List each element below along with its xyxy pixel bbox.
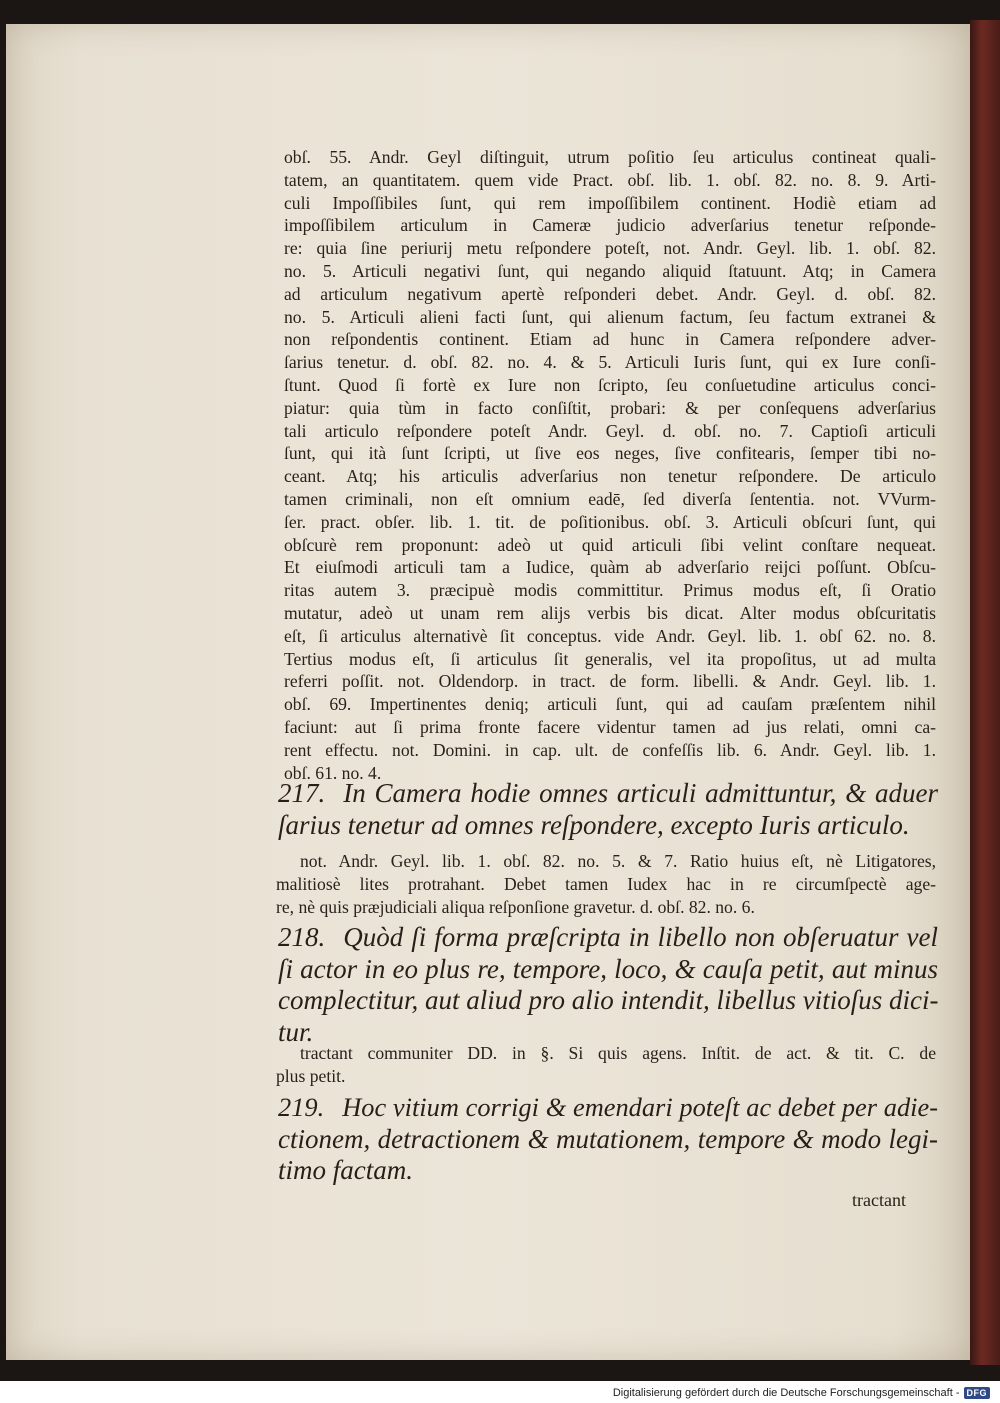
body-line: eſt, ſi articulus alternativè ſit conceptus. vide Andr. Geyl. lib. 1. obſ 62. no. 8. [284, 625, 936, 646]
section-number: 217. [278, 778, 326, 808]
body-line: ritas autem 3. præcipuè modis committitur. Primus modus eſt, ſi Oratio [284, 580, 936, 601]
note-line: not. Andr. Geyl. lib. 1. obſ. 82. no. 5. & 7. Ratio huius eſt, nè Litigatores, [300, 851, 936, 871]
body-line: Et eiuſmodi articuli tam a Iudice, quàm ab adverſario reijci poſſunt. Obſcu- [284, 557, 936, 578]
rubric-line: Hoc vitium corrigi & emendari poteſt ac debet per adie- [342, 1092, 938, 1122]
body-line: piatur: quia tùm in facto conſiſtit, probari: & per conſequens adverſarius [284, 397, 936, 418]
body-line: obſcurè rem proponunt: adeò ut quid articuli ſibi velint conſtare nequeat. [284, 534, 936, 555]
note-line: malitiosè lites protrahant. Debet tamen Iudex hac in re circumſpectè age- [276, 874, 936, 894]
body-line: tamen criminali, non eſt omnium eadē, ſed diverſa ſententia. not. VVurm- [284, 488, 936, 509]
body-line: obſ. 61. no. 4. [284, 762, 382, 783]
note-line: tractant communiter DD. in §. Si quis agens. Inſtit. de act. & tit. C. de [300, 1043, 936, 1063]
body-line: non reſpondentis continent. Etiam ad hunc in Camera reſpondere adver- [284, 329, 936, 350]
credit-text: Digitalisierung gefördert durch die Deutsche Forschungsgemeinschaft - [612, 1387, 960, 1399]
rubric-line: timo factam. [278, 1155, 413, 1185]
body-line: mutatur, adeò ut unam rem alijs verbis bis dicat. Alter modus obſcuritatis [284, 602, 936, 623]
rubric-line: In Camera hodie omnes articuli admittuntur, & aduer [343, 778, 938, 808]
rubric-line: ſi actor in eo plus re, tempore, loco, & cauſa petit, aut minus [278, 953, 938, 984]
section-217-note [276, 850, 936, 919]
body-line: ad articulum negativum apertè reſponderi debet. Andr. Geyl. d. obſ. 82. [284, 283, 936, 304]
body-line: culi Impoſſibiles ſunt, qui rem impoſſibilem continent. Hodiè etiam ad [284, 192, 936, 213]
rubric-line: ctionem, detractionem & mutationem, tempore & modo legi- [278, 1123, 938, 1154]
body-line: ſarius tenetur. d. obſ. 82. no. 4. & 5. Articuli Iuris ſunt, qui ex Iure conſi- [284, 352, 936, 373]
book-edge [970, 20, 1000, 1365]
body-line: re: quia ſine periurij metu reſpondere poteſt, not. Andr. Geyl. lib. 1. obſ. 82. [284, 238, 936, 259]
body-line: rent effectu. not. Domini. in cap. ult. de confeſſis lib. 6. Andr. Geyl. lib. 1. [284, 739, 936, 760]
rubric-line: Quòd ſi forma præſcripta in libello non obſeruatur vel [343, 922, 938, 952]
dfg-logo-icon: DFG [964, 1387, 991, 1399]
body-line: ſtunt. Quod ſi fortè ex Iure non ſcripto, ſeu conſuetudine articulus conci- [284, 374, 936, 395]
body-line: no. 5. Articuli negativi ſunt, qui negando aliquid ſtatuunt. Atq; in Camera [284, 260, 936, 281]
section-number: 218. [278, 922, 326, 952]
section-218-rubric [278, 922, 938, 1048]
section-217-rubric [278, 778, 938, 841]
body-line: obſ. 55. Andr. Geyl diſtinguit, utrum poſitio ſeu articulus contineat quali- [284, 147, 936, 167]
body-line: no. 5. Articuli alieni facti ſunt, qui alienum factum, ſeu factum extranei & [284, 306, 936, 327]
rubric-line: tur. [278, 1016, 314, 1047]
body-line: referri poſſit. not. Oldendorp. in tract. de form. libelli. & Andr. Geyl. lib. 1. [284, 671, 936, 692]
rubric-line: complectitur, aut aliud pro alio intendit, libellus vitioſus dici- [278, 985, 939, 1015]
rubric-line: ſarius tenetur ad omnes reſpondere, excepto Iuris articulo. [278, 809, 910, 840]
body-line: obſ. 69. Impertinentes deniq; articuli ſunt, qui ad cauſam præſentem nihil [284, 694, 936, 715]
body-line: Tertius modus eſt, ſi articulus ſit generalis, vel ita propoſitus, ut ad multa [284, 648, 936, 669]
body-line: ſer. pract. obſer. lib. 1. tit. de poſitionibus. obſ. 3. Articuli obſcuri ſunt, qui [284, 511, 936, 532]
digitization-credit [613, 1386, 990, 1400]
body-line: tatem, an quantitatem. quem vide Pract. obſ. lib. 1. obſ. 82. no. 8. 9. Arti- [284, 169, 936, 190]
body-line: tali articulo reſpondere poteſt Andr. Geyl. d. obſ. no. 7. Captioſi articuli [284, 420, 936, 441]
catchword: tractant [852, 1190, 906, 1210]
section-number: 219. [278, 1092, 325, 1122]
section-219-rubric [278, 1092, 938, 1187]
body-line: impoſſibilem articulum in Cameræ judicio adverſarius tenetur reſponde- [284, 215, 936, 236]
section-218-note [276, 1042, 936, 1088]
note-line: re, nè quis præjudiciali aliqua reſponſione gravetur. d. obſ. 82. no. 6. [276, 897, 755, 917]
body-line: ſunt, qui ità ſunt ſcripti, ut ſive eos neges, ſive confitearis, ſemper tibi no- [284, 443, 936, 464]
note-line: plus petit. [276, 1066, 346, 1086]
body-text [284, 146, 936, 784]
body-line: ceant. Atq; his articulis adverſarius non tenetur reſpondere. De articulo [284, 466, 936, 487]
body-line: faciunt: aut ſi prima fronte facere videntur tamen ad jus relati, omni ca- [284, 716, 936, 737]
